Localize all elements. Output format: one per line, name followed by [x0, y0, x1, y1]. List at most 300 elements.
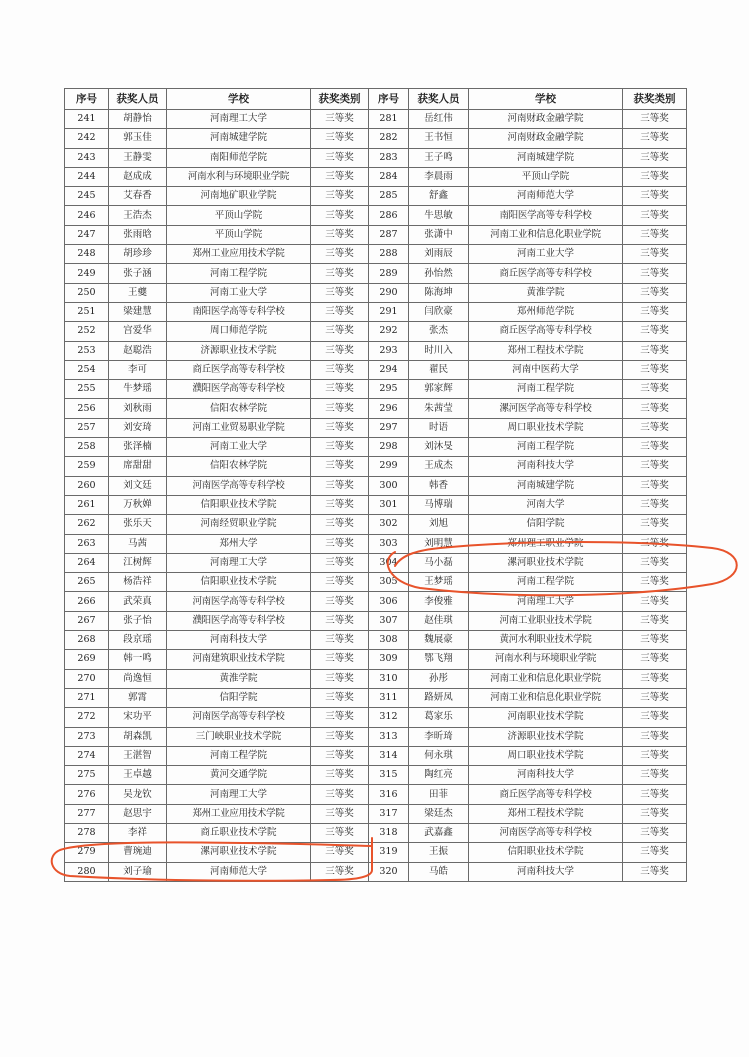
cell-school: 河南工程学院 [167, 264, 311, 283]
cell-award-2: 三等奖 [623, 148, 687, 167]
table-row [65, 823, 687, 842]
cell-school: 周口师范学院 [167, 322, 311, 341]
cell-name-2: 刘旭 [409, 515, 469, 534]
cell-name: 胡珍珍 [109, 245, 167, 264]
table-body [65, 110, 687, 882]
cell-name-2: 李俊雅 [409, 592, 469, 611]
cell-school-2: 漯河医学高等专科学校 [469, 399, 623, 418]
cell-name: 王卓越 [109, 766, 167, 785]
cell-name-2: 韩香 [409, 476, 469, 495]
cell-award-2: 三等奖 [623, 129, 687, 148]
cell-school: 郑州工业应用技术学院 [167, 245, 311, 264]
cell-name-2: 武嘉鑫 [409, 823, 469, 842]
cell-index-2: 296 [369, 399, 409, 418]
cell-index-2: 287 [369, 225, 409, 244]
table-row [65, 669, 687, 688]
cell-school-2: 河南财政金融学院 [469, 129, 623, 148]
cell-award: 三等奖 [311, 785, 369, 804]
cell-school-2: 郑州工程技术学院 [469, 804, 623, 823]
cell-name: 赵聪浩 [109, 341, 167, 360]
cell-school-2: 郑州工程技术学院 [469, 341, 623, 360]
cell-index-2: 292 [369, 322, 409, 341]
table-row [65, 708, 687, 727]
cell-index: 262 [65, 515, 109, 534]
cell-index-2: 284 [369, 167, 409, 186]
cell-school: 信阳农林学院 [167, 457, 311, 476]
cell-index: 252 [65, 322, 109, 341]
cell-award-2: 三等奖 [623, 302, 687, 321]
cell-name: 刘秋雨 [109, 399, 167, 418]
cell-award-2: 三等奖 [623, 225, 687, 244]
cell-award: 三等奖 [311, 862, 369, 881]
header-index: 序号 [65, 89, 109, 110]
cell-index-2: 306 [369, 592, 409, 611]
cell-index: 260 [65, 476, 109, 495]
cell-school-2: 河南职业技术学院 [469, 708, 623, 727]
cell-name: 杨浩祥 [109, 573, 167, 592]
cell-index-2: 286 [369, 206, 409, 225]
cell-award: 三等奖 [311, 843, 369, 862]
cell-school-2: 河南科技大学 [469, 862, 623, 881]
cell-award: 三等奖 [311, 302, 369, 321]
cell-index-2: 314 [369, 746, 409, 765]
table-row [65, 245, 687, 264]
cell-index-2: 318 [369, 823, 409, 842]
cell-award-2: 三等奖 [623, 360, 687, 379]
cell-award-2: 三等奖 [623, 110, 687, 129]
cell-school-2: 信阳学院 [469, 515, 623, 534]
cell-index-2: 320 [369, 862, 409, 881]
cell-index-2: 313 [369, 727, 409, 746]
cell-award-2: 三等奖 [623, 573, 687, 592]
cell-award: 三等奖 [311, 341, 369, 360]
cell-name: 曹琬迪 [109, 843, 167, 862]
cell-index-2: 316 [369, 785, 409, 804]
cell-index: 270 [65, 669, 109, 688]
cell-index: 271 [65, 688, 109, 707]
cell-name-2: 王梦瑶 [409, 573, 469, 592]
cell-award: 三等奖 [311, 727, 369, 746]
cell-name-2: 刘明慧 [409, 534, 469, 553]
cell-name: 尚逸恒 [109, 669, 167, 688]
cell-index-2: 315 [369, 766, 409, 785]
cell-index-2: 293 [369, 341, 409, 360]
cell-name: 段京瑶 [109, 631, 167, 650]
cell-award-2: 三等奖 [623, 669, 687, 688]
cell-name: 刘文廷 [109, 476, 167, 495]
cell-name-2: 赵佳琪 [409, 611, 469, 630]
cell-school: 信阳职业技术学院 [167, 573, 311, 592]
header-award-2: 获奖类别 [623, 89, 687, 110]
cell-index-2: 291 [369, 302, 409, 321]
cell-name-2: 张杰 [409, 322, 469, 341]
table-row [65, 766, 687, 785]
cell-name: 张雨晗 [109, 225, 167, 244]
cell-school: 漯河职业技术学院 [167, 843, 311, 862]
cell-award-2: 三等奖 [623, 843, 687, 862]
cell-index-2: 308 [369, 631, 409, 650]
cell-school: 河南理工大学 [167, 785, 311, 804]
cell-school: 商丘职业技术学院 [167, 823, 311, 842]
cell-school: 河南师范大学 [167, 862, 311, 881]
cell-school: 郑州工业应用技术学院 [167, 804, 311, 823]
table-row [65, 206, 687, 225]
cell-award-2: 三等奖 [623, 785, 687, 804]
cell-name: 吴龙钦 [109, 785, 167, 804]
cell-school: 济源职业技术学院 [167, 341, 311, 360]
cell-index: 263 [65, 534, 109, 553]
cell-name-2: 朱茜莹 [409, 399, 469, 418]
cell-school-2: 河南师范大学 [469, 187, 623, 206]
cell-name: 梁建慧 [109, 302, 167, 321]
cell-name-2: 鄂飞翔 [409, 650, 469, 669]
cell-award: 三等奖 [311, 476, 369, 495]
cell-index-2: 290 [369, 283, 409, 302]
header-index-2: 序号 [369, 89, 409, 110]
cell-index-2: 289 [369, 264, 409, 283]
cell-school-2: 河南工业和信息化职业学院 [469, 669, 623, 688]
cell-award-2: 三等奖 [623, 167, 687, 186]
cell-award: 三等奖 [311, 167, 369, 186]
cell-school: 黄淮学院 [167, 669, 311, 688]
cell-school-2: 河南科技大学 [469, 457, 623, 476]
cell-name: 郭霄 [109, 688, 167, 707]
cell-name: 艾春香 [109, 187, 167, 206]
cell-name-2: 翟民 [409, 360, 469, 379]
table-row [65, 515, 687, 534]
table-row [65, 688, 687, 707]
cell-index: 261 [65, 495, 109, 514]
table-row [65, 399, 687, 418]
cell-index: 276 [65, 785, 109, 804]
cell-index: 272 [65, 708, 109, 727]
table-row [65, 495, 687, 514]
cell-name: 宫爱华 [109, 322, 167, 341]
table-row [65, 148, 687, 167]
cell-name-2: 陈海坤 [409, 283, 469, 302]
cell-award: 三等奖 [311, 322, 369, 341]
cell-school-2: 河南工程学院 [469, 573, 623, 592]
cell-school-2: 河南工业大学 [469, 245, 623, 264]
cell-school: 黄河交通学院 [167, 766, 311, 785]
cell-school-2: 周口职业技术学院 [469, 418, 623, 437]
cell-index: 268 [65, 631, 109, 650]
cell-award-2: 三等奖 [623, 708, 687, 727]
cell-school-2: 周口职业技术学院 [469, 746, 623, 765]
table-row [65, 341, 687, 360]
cell-name: 张子涵 [109, 264, 167, 283]
cell-school: 三门峡职业技术学院 [167, 727, 311, 746]
header-school-2: 学校 [469, 89, 623, 110]
cell-index: 244 [65, 167, 109, 186]
cell-name: 马茜 [109, 534, 167, 553]
cell-award-2: 三等奖 [623, 283, 687, 302]
cell-index: 251 [65, 302, 109, 321]
cell-school-2: 河南城建学院 [469, 476, 623, 495]
table-row [65, 438, 687, 457]
cell-name-2: 马博瑞 [409, 495, 469, 514]
cell-name-2: 岳红伟 [409, 110, 469, 129]
cell-school: 河南经贸职业学院 [167, 515, 311, 534]
cell-school: 濮阳医学高等专科学校 [167, 611, 311, 630]
cell-index: 253 [65, 341, 109, 360]
cell-award-2: 三等奖 [623, 457, 687, 476]
cell-award-2: 三等奖 [623, 264, 687, 283]
cell-award: 三等奖 [311, 245, 369, 264]
cell-index-2: 299 [369, 457, 409, 476]
cell-name: 韩一鸣 [109, 650, 167, 669]
cell-award: 三等奖 [311, 746, 369, 765]
cell-award-2: 三等奖 [623, 476, 687, 495]
cell-award: 三等奖 [311, 573, 369, 592]
table-row [65, 553, 687, 572]
header-award: 获奖类别 [311, 89, 369, 110]
table-row [65, 360, 687, 379]
cell-name: 李祥 [109, 823, 167, 842]
cell-index: 241 [65, 110, 109, 129]
cell-index-2: 301 [369, 495, 409, 514]
cell-index: 247 [65, 225, 109, 244]
cell-award: 三等奖 [311, 766, 369, 785]
cell-index-2: 305 [369, 573, 409, 592]
cell-school-2: 黄淮学院 [469, 283, 623, 302]
cell-index-2: 302 [369, 515, 409, 534]
header-name: 获奖人员 [109, 89, 167, 110]
cell-index: 257 [65, 418, 109, 437]
cell-school: 河南工程学院 [167, 746, 311, 765]
cell-name-2: 郭家辉 [409, 380, 469, 399]
cell-index-2: 288 [369, 245, 409, 264]
cell-index: 250 [65, 283, 109, 302]
cell-award: 三等奖 [311, 457, 369, 476]
cell-name-2: 时川入 [409, 341, 469, 360]
cell-index-2: 295 [369, 380, 409, 399]
cell-school: 南阳医学高等专科学校 [167, 302, 311, 321]
cell-name: 张乐天 [109, 515, 167, 534]
cell-school: 河南医学高等专科学校 [167, 476, 311, 495]
cell-school: 信阳农林学院 [167, 399, 311, 418]
cell-award: 三等奖 [311, 418, 369, 437]
cell-name: 江树辉 [109, 553, 167, 572]
cell-index: 242 [65, 129, 109, 148]
cell-school-2: 南阳医学高等专科学校 [469, 206, 623, 225]
cell-award-2: 三等奖 [623, 187, 687, 206]
cell-index-2: 303 [369, 534, 409, 553]
cell-name: 赵思宇 [109, 804, 167, 823]
table-row [65, 862, 687, 881]
cell-school-2: 河南工业职业技术学院 [469, 611, 623, 630]
cell-index: 258 [65, 438, 109, 457]
cell-index: 274 [65, 746, 109, 765]
cell-index: 255 [65, 380, 109, 399]
cell-index: 266 [65, 592, 109, 611]
cell-school-2: 河南财政金融学院 [469, 110, 623, 129]
cell-school-2: 河南工业和信息化职业学院 [469, 688, 623, 707]
cell-award: 三等奖 [311, 708, 369, 727]
cell-award: 三等奖 [311, 688, 369, 707]
cell-award-2: 三等奖 [623, 611, 687, 630]
cell-name-2: 时语 [409, 418, 469, 437]
table-row [65, 283, 687, 302]
cell-award-2: 三等奖 [623, 553, 687, 572]
cell-school: 河南医学高等专科学校 [167, 708, 311, 727]
cell-award-2: 三等奖 [623, 341, 687, 360]
cell-name: 武荣真 [109, 592, 167, 611]
cell-award-2: 三等奖 [623, 438, 687, 457]
cell-name: 刘安琦 [109, 418, 167, 437]
cell-school: 河南地矿职业学院 [167, 187, 311, 206]
cell-school: 濮阳医学高等专科学校 [167, 380, 311, 399]
cell-school-2: 商丘医学高等专科学校 [469, 322, 623, 341]
cell-award: 三等奖 [311, 360, 369, 379]
cell-school: 河南工业大学 [167, 438, 311, 457]
cell-name: 郭玉佳 [109, 129, 167, 148]
cell-index-2: 297 [369, 418, 409, 437]
cell-name-2: 梁廷杰 [409, 804, 469, 823]
cell-award-2: 三等奖 [623, 380, 687, 399]
cell-name: 张子怡 [109, 611, 167, 630]
cell-name: 赵成成 [109, 167, 167, 186]
cell-name-2: 陶红亮 [409, 766, 469, 785]
cell-name-2: 王子鸣 [409, 148, 469, 167]
cell-index-2: 309 [369, 650, 409, 669]
cell-school-2: 郑州师范学院 [469, 302, 623, 321]
cell-index: 267 [65, 611, 109, 630]
cell-award-2: 三等奖 [623, 727, 687, 746]
cell-school: 平顶山学院 [167, 225, 311, 244]
cell-award: 三等奖 [311, 534, 369, 553]
awards-table [64, 88, 687, 882]
cell-school: 河南城建学院 [167, 129, 311, 148]
cell-name: 万秋婵 [109, 495, 167, 514]
cell-school-2: 河南大学 [469, 495, 623, 514]
table-row [65, 843, 687, 862]
cell-school-2: 河南科技大学 [469, 766, 623, 785]
table-row [65, 380, 687, 399]
table-row [65, 592, 687, 611]
cell-index-2: 311 [369, 688, 409, 707]
cell-award-2: 三等奖 [623, 804, 687, 823]
cell-award: 三等奖 [311, 129, 369, 148]
cell-name-2: 闫欣豪 [409, 302, 469, 321]
cell-index: 259 [65, 457, 109, 476]
cell-name-2: 张潇中 [409, 225, 469, 244]
cell-school: 南阳师范学院 [167, 148, 311, 167]
cell-school-2: 郑州理工职业学院 [469, 534, 623, 553]
cell-award-2: 三等奖 [623, 766, 687, 785]
cell-award: 三等奖 [311, 495, 369, 514]
cell-school-2: 河南中医药大学 [469, 360, 623, 379]
table-row [65, 611, 687, 630]
cell-name-2: 孙彤 [409, 669, 469, 688]
table-row [65, 110, 687, 129]
table-row [65, 727, 687, 746]
cell-school-2: 黄河水利职业技术学院 [469, 631, 623, 650]
cell-award-2: 三等奖 [623, 746, 687, 765]
cell-index-2: 319 [369, 843, 409, 862]
cell-name: 王浩杰 [109, 206, 167, 225]
cell-award: 三等奖 [311, 592, 369, 611]
cell-award: 三等奖 [311, 438, 369, 457]
cell-name: 胡森凯 [109, 727, 167, 746]
cell-name: 李可 [109, 360, 167, 379]
cell-name-2: 路妍凤 [409, 688, 469, 707]
cell-school: 信阳职业技术学院 [167, 495, 311, 514]
cell-index-2: 282 [369, 129, 409, 148]
cell-name-2: 王振 [409, 843, 469, 862]
cell-school-2: 河南医学高等专科学校 [469, 823, 623, 842]
table-row [65, 302, 687, 321]
cell-award-2: 三等奖 [623, 688, 687, 707]
cell-name-2: 舒鑫 [409, 187, 469, 206]
cell-school-2: 商丘医学高等专科学校 [469, 785, 623, 804]
cell-award-2: 三等奖 [623, 592, 687, 611]
cell-school: 河南建筑职业技术学院 [167, 650, 311, 669]
cell-school-2: 河南水利与环境职业学院 [469, 650, 623, 669]
table-row [65, 129, 687, 148]
cell-school: 河南医学高等专科学校 [167, 592, 311, 611]
cell-award: 三等奖 [311, 669, 369, 688]
cell-award: 三等奖 [311, 283, 369, 302]
cell-school-2: 济源职业技术学院 [469, 727, 623, 746]
cell-index-2: 317 [369, 804, 409, 823]
cell-name-2: 牛思敏 [409, 206, 469, 225]
cell-index: 264 [65, 553, 109, 572]
header-school: 学校 [167, 89, 311, 110]
header-row [65, 89, 687, 110]
cell-award: 三等奖 [311, 515, 369, 534]
cell-index-2: 300 [369, 476, 409, 495]
table-row [65, 746, 687, 765]
cell-award-2: 三等奖 [623, 495, 687, 514]
cell-name-2: 刘雨辰 [409, 245, 469, 264]
cell-school: 河南理工大学 [167, 110, 311, 129]
cell-index: 269 [65, 650, 109, 669]
table-row [65, 650, 687, 669]
cell-index-2: 310 [369, 669, 409, 688]
cell-index: 254 [65, 360, 109, 379]
cell-award: 三等奖 [311, 264, 369, 283]
cell-index: 256 [65, 399, 109, 418]
cell-award: 三等奖 [311, 148, 369, 167]
cell-index-2: 312 [369, 708, 409, 727]
cell-award: 三等奖 [311, 187, 369, 206]
cell-school-2: 商丘医学高等专科学校 [469, 264, 623, 283]
cell-index-2: 294 [369, 360, 409, 379]
cell-index: 245 [65, 187, 109, 206]
cell-school: 平顶山学院 [167, 206, 311, 225]
cell-award-2: 三等奖 [623, 245, 687, 264]
cell-school: 信阳学院 [167, 688, 311, 707]
cell-school: 河南理工大学 [167, 553, 311, 572]
cell-school-2: 河南工程学院 [469, 438, 623, 457]
cell-index-2: 307 [369, 611, 409, 630]
cell-award: 三等奖 [311, 399, 369, 418]
cell-award-2: 三等奖 [623, 862, 687, 881]
cell-index-2: 281 [369, 110, 409, 129]
cell-school: 河南工业大学 [167, 283, 311, 302]
cell-name-2: 刘沐旻 [409, 438, 469, 457]
table-row [65, 187, 687, 206]
cell-school-2: 漯河职业技术学院 [469, 553, 623, 572]
cell-index: 243 [65, 148, 109, 167]
cell-school: 郑州大学 [167, 534, 311, 553]
cell-name-2: 田菲 [409, 785, 469, 804]
cell-index: 280 [65, 862, 109, 881]
table-row [65, 804, 687, 823]
cell-index-2: 304 [369, 553, 409, 572]
cell-school-2: 河南理工大学 [469, 592, 623, 611]
